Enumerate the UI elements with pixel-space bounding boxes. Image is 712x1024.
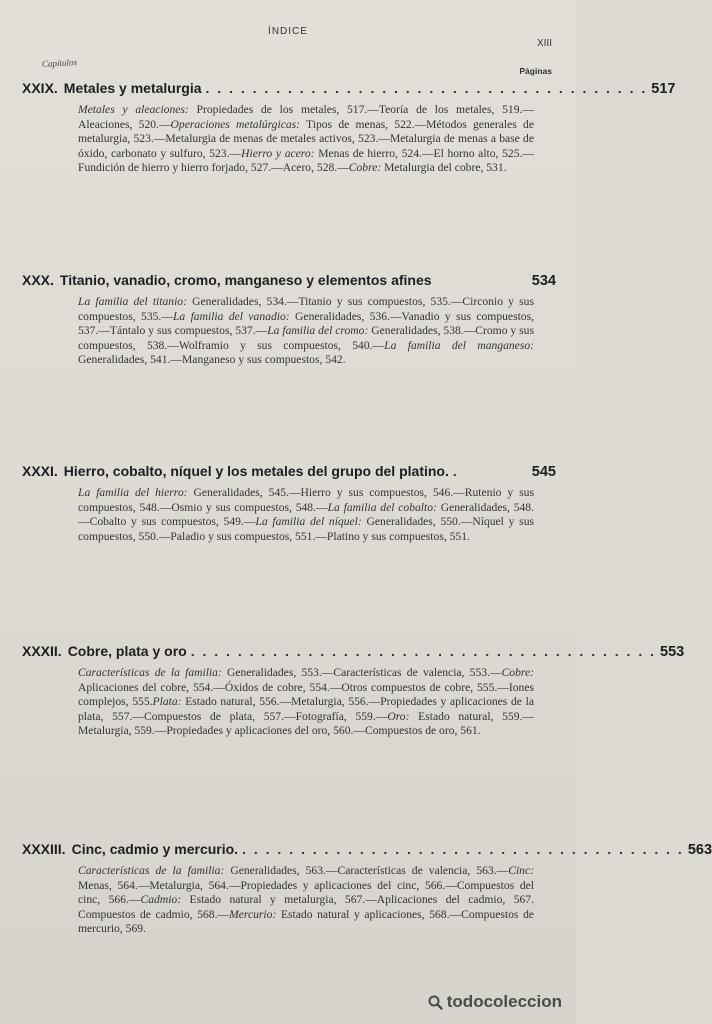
section-text: Aplicaciones del cobre, 554.—Óxidos de cobre, 554.—Otros compuestos de cobre, 555.—Iones complejos, 555. [78, 680, 534, 709]
section-label: Características de la familia: [78, 864, 225, 877]
section-text: Menas de hierro, 524.—El horno alto, 525.—Fundición de hierro y hierro forjado, 527.—Acero, 528.— [78, 146, 535, 175]
leader-dots: . . . . . . . . . . . . . . . . . . . . . . . . . . . . . . . . . . . . . . [205, 80, 648, 96]
chapter-page: 545 [531, 464, 556, 480]
section-label: Cadmio: [140, 893, 182, 907]
watermark [427, 992, 562, 1012]
chapter-entry [22, 272, 556, 368]
chapter-contents [78, 295, 534, 368]
section-text: Generalidades, 563.—Características de valencia, 563.— [224, 864, 509, 877]
chapter-contents [78, 864, 534, 937]
column-label-pages: Páginas [519, 66, 552, 76]
chapter-number: XXXIII. [22, 841, 66, 857]
section-label: Cobre: [348, 161, 382, 175]
section-text: Estado natural y aplicaciones, 568.—Compuestos de mercurio, 569. [78, 907, 535, 936]
running-head: ÍNDICE [268, 26, 308, 37]
chapter-heading [22, 643, 685, 660]
section-text: Estado natural, 556.—Metalurgia, 556.—Propiedades y aplicaciones de la plata, 557.—Compuestos de plata, 557.—Fotografía, 559.— [78, 695, 534, 723]
section-label: Cinc: [508, 864, 534, 877]
section-label: La familia del hierro: [78, 486, 188, 499]
section-label: La familia del vanadio: [172, 309, 290, 323]
chapter-page: 553 [660, 644, 685, 660]
section-text: Generalidades, 536.—Vanadio y sus compuestos, 537.—Tántalo y sus compuestos, 537.— [78, 309, 535, 338]
section-text: Metalurgia del cobre, 531. [381, 161, 507, 175]
leader-dots: . . . . . . . . . . . . . . . . . . . . . . . . . . . . . . . . . . . . . . [242, 841, 684, 857]
section-label: Cobre: [501, 666, 534, 679]
section-label: Operaciones metalúrgicas: [170, 117, 301, 131]
chapter-entry [22, 80, 676, 176]
section-label: La familia del cromo: [267, 324, 369, 338]
section-text: Estado natural y metalurgia, 567.—Aplicaciones del cadmio, 567. Compuestos de cadmio, 568.— [78, 893, 534, 921]
chapter-contents [78, 486, 534, 544]
section-text: Generalidades, 550.—Níquel y sus compuestos, 550.—Paladio y sus compuestos, 551.—Platino y sus compuestos, 551. [78, 515, 535, 543]
section-label: La familia del titanio: [78, 295, 187, 308]
section-text: Generalidades, 538.—Cromo y sus compuestos, 538.—Wolframio y sus compuestos, 540.— [78, 324, 534, 352]
chapter-heading [22, 463, 556, 480]
section-text: Estado natural, 559.—Metalurgia, 559.—Propiedades y aplicaciones del oro, 560.—Compuestos de oro, 561. [78, 709, 534, 738]
chapter-page: 534 [531, 273, 556, 289]
section-label: La familia del cobalto: [327, 500, 437, 514]
section-label: Oro: [387, 709, 410, 723]
section-label: Características de la familia: [78, 666, 222, 679]
chapter-heading [22, 80, 676, 97]
chapter-number: XXXII. [22, 643, 62, 659]
section-text: Generalidades, 545.—Hierro y sus compuestos, 546.—Rutenio y sus compuestos, 548.—Osmio y sus compuestos, 548.— [78, 486, 534, 514]
chapter-number: XXXI. [22, 463, 58, 479]
chapter-heading [22, 841, 712, 858]
section-label: La familia del manganeso: [384, 338, 534, 352]
section-text: Tipos de menas, 522.—Métodos generales de metalurgia, 523.—Metalurgia de menas de metales activos, 523.—Metalurgia de menas a base de óxido, carbonato y sulfuro, 523.— [78, 117, 534, 160]
leader-dots: . . . . . . . . . . . . . . . . . . . . . . . . . . . . . . . . . . . . . . . . [190, 643, 657, 659]
chapter-heading [22, 272, 556, 289]
chapter-number: XXIX. [22, 80, 58, 96]
chapter-title: Titanio, vanadio, cromo, manganeso y elementos afines [59, 272, 432, 288]
section-text: Menas, 564.—Metalurgia, 564.—Propiedades y aplicaciones del cinc, 566.—Compuestos del cinc, 566.— [78, 878, 534, 907]
section-label: Plata: [152, 695, 182, 709]
watermark-text: todocoleccion [446, 992, 562, 1011]
page-number: XIII [536, 38, 552, 49]
chapter-title: Metales y metalurgia [63, 80, 202, 96]
magnifier-icon [427, 994, 443, 1010]
chapter-title: Cobre, plata y oro [67, 643, 187, 659]
chapter-title: Cinc, cadmio y mercurio. [71, 841, 239, 857]
section-label: Mercurio: [229, 907, 277, 921]
section-label: Metales y aleaciones: [78, 103, 189, 116]
column-label-chapters: Capítulos [41, 57, 78, 69]
section-label: Hierro y acero: [241, 146, 315, 160]
section-text: Generalidades, 548.—Cobalto y sus compuestos, 549.— [78, 500, 535, 529]
section-text: Generalidades, 541.—Manganeso y sus compuestos, 542. [78, 353, 346, 367]
section-text: Generalidades, 553.—Características de valencia, 553.— [221, 666, 502, 679]
chapter-number: XXX. [22, 272, 54, 288]
section-label: La familia del níquel: [255, 515, 362, 529]
section-text: Generalidades, 534.—Titanio y sus compuestos, 535.—Circonio y sus compuestos, 535.— [78, 295, 534, 323]
chapter-entry [22, 841, 712, 937]
chapter-entry [22, 643, 685, 739]
chapter-title: Hierro, cobalto, níquel y los metales del grupo del platino. [63, 463, 449, 479]
chapter-contents [78, 103, 534, 176]
section-text: Propiedades de los metales, 517.—Teoría de los metales, 519.—Aleaciones, 520.— [78, 103, 534, 131]
chapter-page: 517 [651, 81, 676, 97]
chapter-entry [22, 463, 556, 544]
chapter-page: 563 [687, 842, 712, 858]
chapter-contents [78, 666, 534, 739]
leader-dots: . [452, 463, 459, 479]
